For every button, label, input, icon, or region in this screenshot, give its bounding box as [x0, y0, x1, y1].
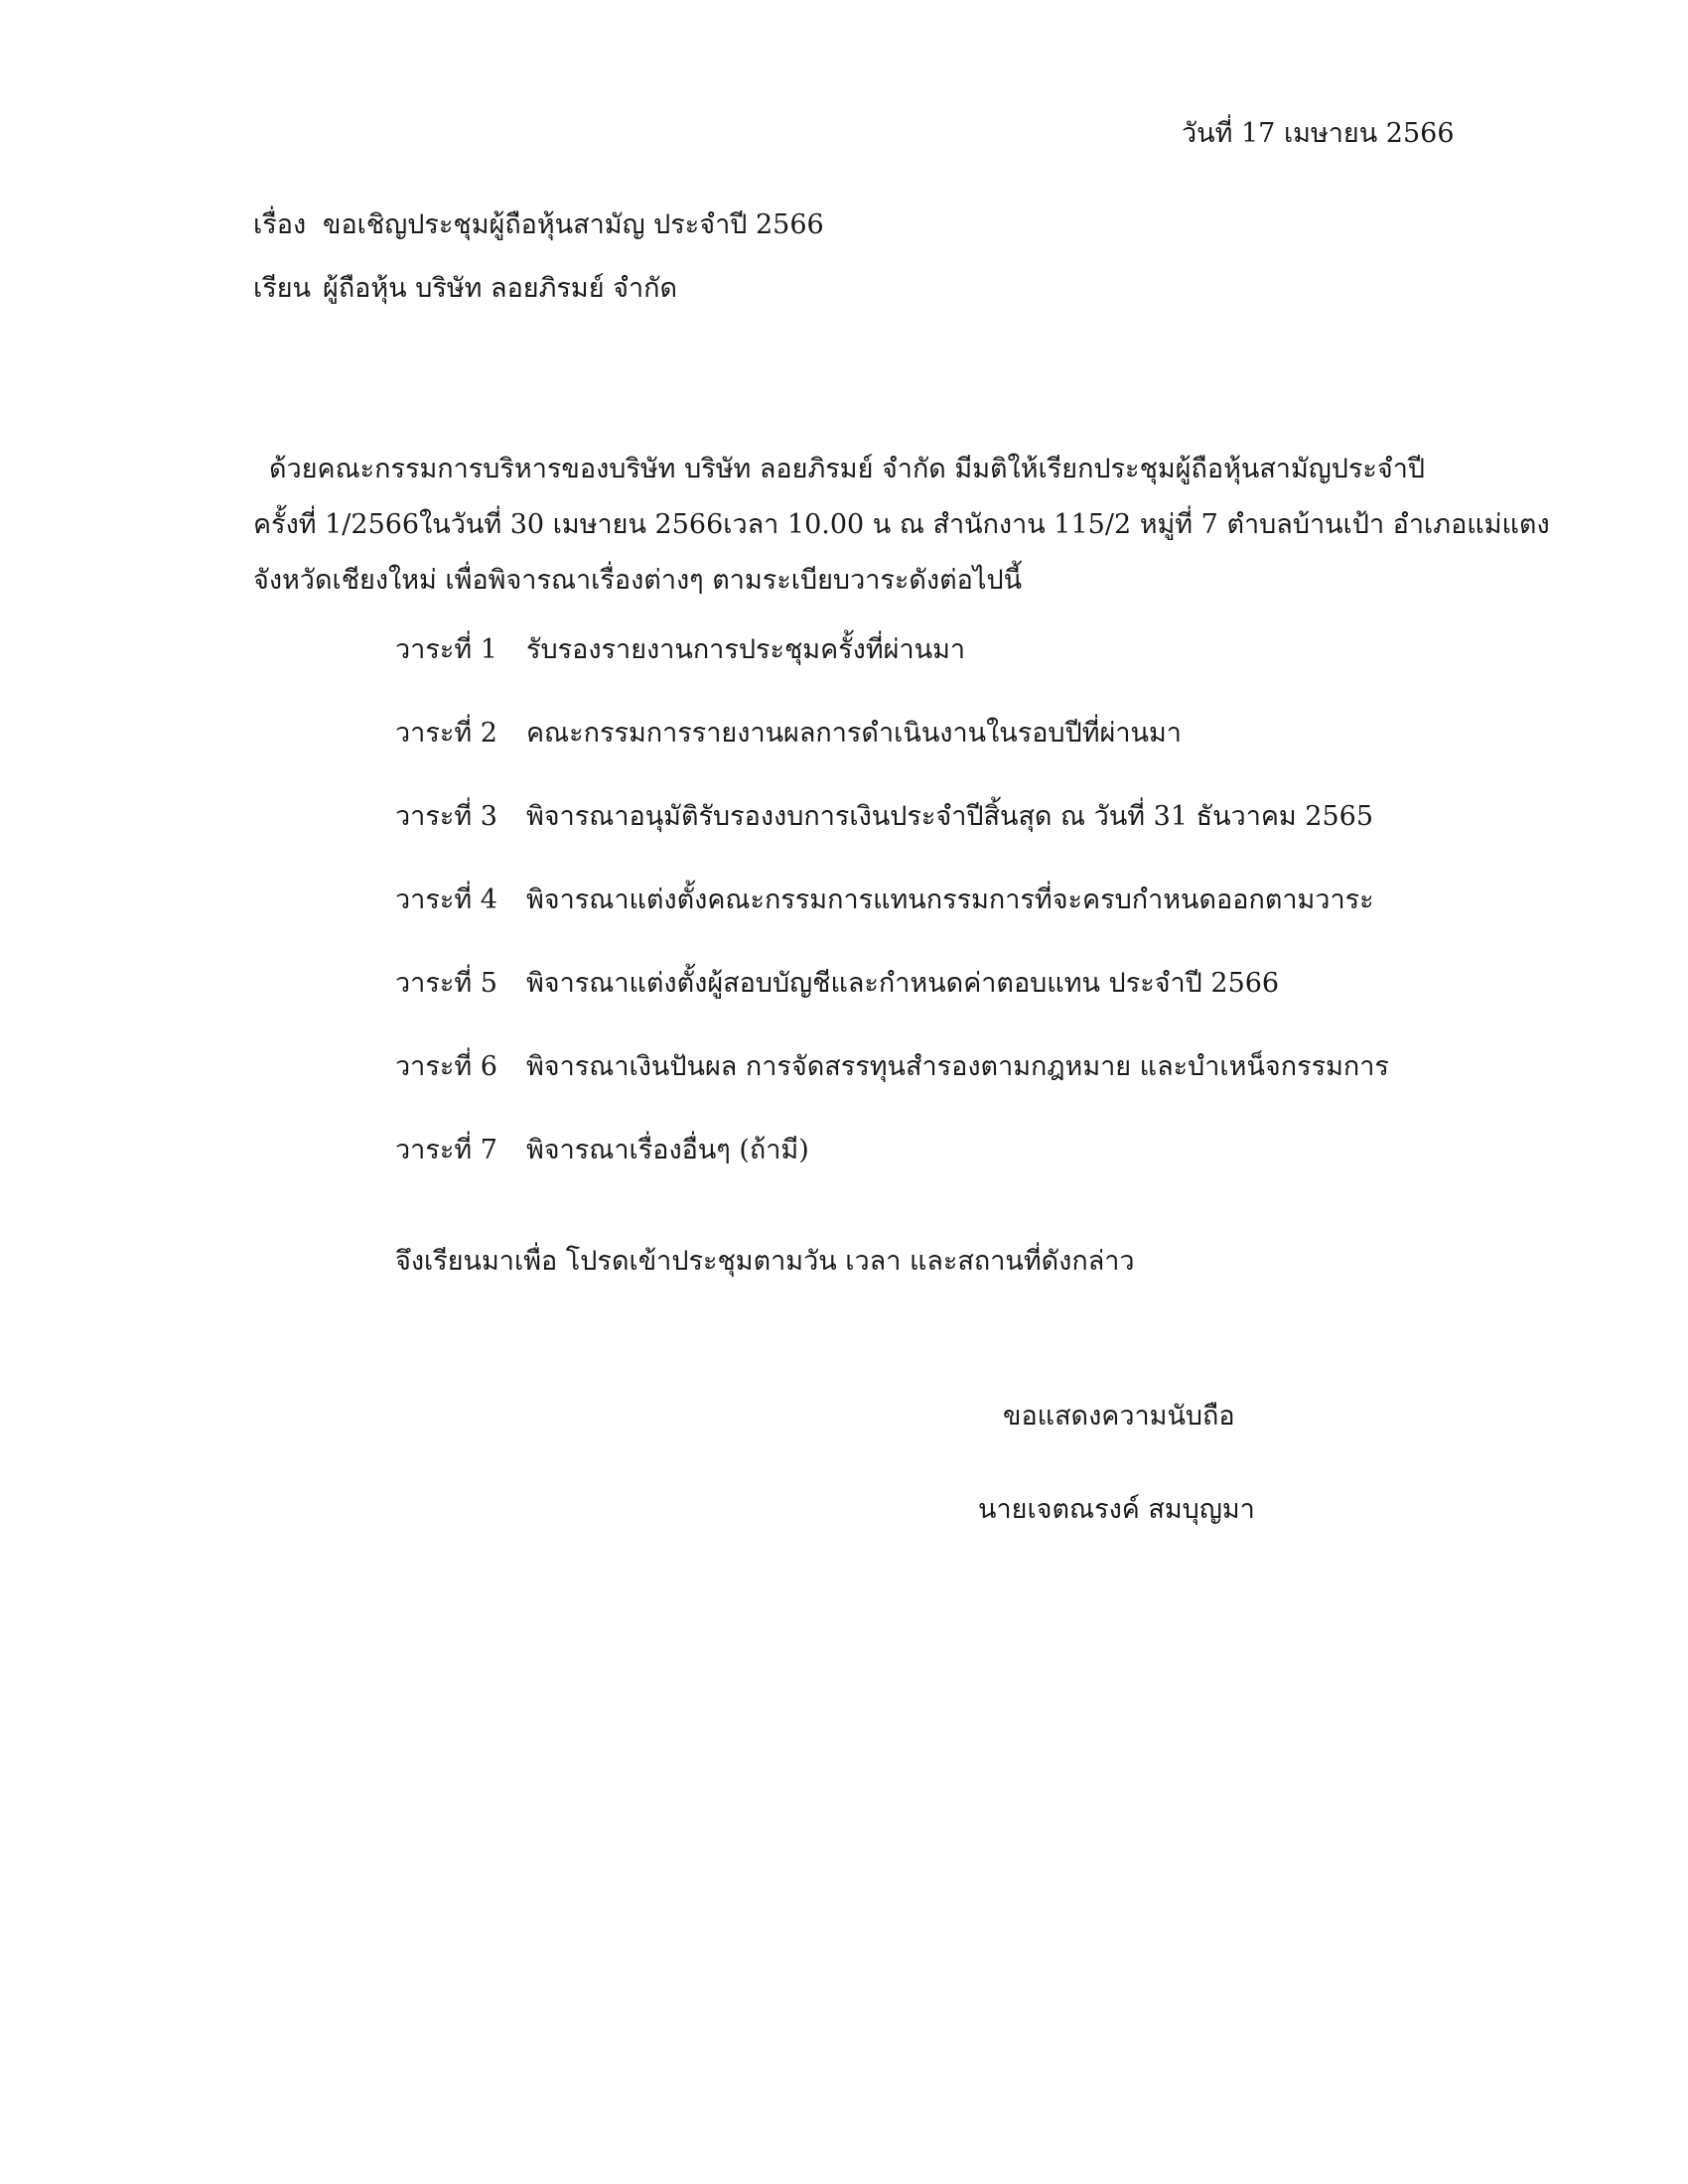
intro-line: ครั้งที่ 1/2566ในวันที่ 30 เมษายน 2566เวลา 10.00 น ณ สำนักงาน 115/2 หมู่ที่ 7 ตำบลบ้านเป้า อำเภอแม่แตง	[253, 509, 1550, 540]
agenda-number: วาระที่ 4	[395, 885, 497, 915]
intro-line: จังหวัดเชียงใหม่ เพื่อพิจารณาเรื่องต่างๆ ตามระเบียบวาระดังต่อไปนี้	[253, 565, 1023, 596]
agenda-number: วาระที่ 3	[395, 801, 497, 832]
agenda-text: คณะกรรมการรายงานผลการดำเนินงานในรอบปีที่ผ่านมา	[526, 718, 1182, 749]
agenda-text: พิจารณาเงินปันผล การจัดสรรทุนสำรองตามกฎหมาย และบำเหน็จกรรมการ	[526, 1051, 1389, 1082]
agenda-item	[395, 969, 1389, 1052]
agenda-text: พิจารณาอนุมัติรับรองงบการเงินประจำปีสิ้นสุด ณ วันที่ 31 ธันวาคม 2565	[526, 801, 1374, 832]
agenda-number: วาระที่ 2	[395, 718, 497, 749]
agenda-number: วาระที่ 5	[395, 968, 497, 999]
agenda-text: พิจารณาแต่งตั้งคณะกรรมการแทนกรรมการที่จะครบกำหนดออกตามวาระ	[526, 885, 1374, 915]
subject-text: ขอเชิญประชุมผู้ถือหุ้นสามัญ ประจำปี 2566	[323, 209, 824, 240]
agenda-number: วาระที่ 1	[395, 634, 497, 665]
signer-name: นายเจตณรงค์ สมบุญมา	[978, 1494, 1255, 1525]
intro-paragraph	[253, 454, 1550, 621]
closing-sentence: จึงเรียนมาเพื่อ โปรดเข้าประชุมตามวัน เวลา และสถานที่ดังกล่าว	[395, 1246, 1135, 1277]
recipient-label: เรียน	[253, 273, 312, 304]
subject-line	[253, 210, 824, 240]
agenda-item	[395, 802, 1389, 886]
agenda-text: พิจารณาเรื่องอื่นๆ (ถ้ามี)	[526, 1135, 809, 1165]
recipient-text: ผู้ถือหุ้น บริษัท ลอยภิรมย์ จำกัด	[323, 273, 677, 304]
agenda-number: วาระที่ 6	[395, 1051, 497, 1082]
subject-label: เรื่อง	[253, 209, 307, 240]
letter-date: วันที่ 17 เมษายน 2566	[1182, 118, 1455, 149]
agenda-item	[395, 635, 1389, 719]
agenda-number: วาระที่ 7	[395, 1135, 497, 1165]
closing-regards: ขอแสดงความนับถือ	[1003, 1401, 1235, 1432]
agenda-item	[395, 719, 1389, 802]
recipient-line	[253, 274, 677, 304]
agenda-text: พิจารณาแต่งตั้งผู้สอบบัญชีและกำหนดค่าตอบแทน ประจำปี 2566	[526, 968, 1280, 999]
agenda-text: รับรองรายงานการประชุมครั้งที่ผ่านมา	[526, 634, 966, 665]
agenda-list	[395, 635, 1389, 1219]
agenda-item	[395, 1136, 1389, 1219]
intro-line: ด้วยคณะกรรมการบริหารของบริษัท บริษัท ลอยภิรมย์ จำกัด มีมติให้เรียกประชุมผู้ถือหุ้นสามัญประจำปี	[269, 454, 1426, 484]
agenda-item	[395, 886, 1389, 969]
agenda-item	[395, 1052, 1389, 1136]
